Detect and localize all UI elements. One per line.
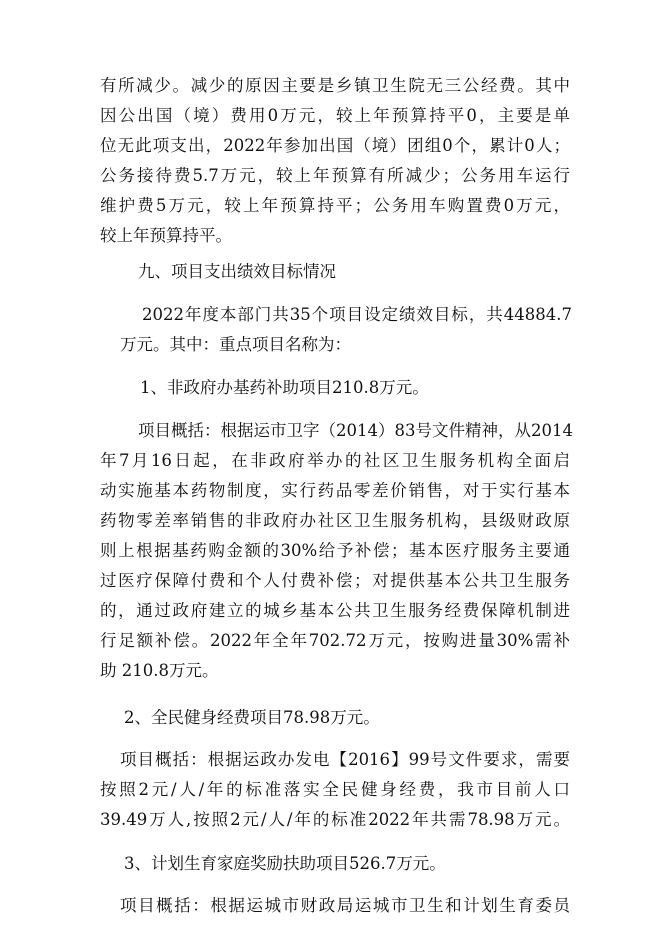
item-2-line-3: 39.49万人,按照2元/人/年的标准2022年共需78.98万元。 xyxy=(100,810,570,829)
paragraph-1-line-4: 公务接待费5.7万元，较上年预算有所减少；公务用车运行 xyxy=(100,166,570,185)
paragraph-1-line-2: 因公出国（境）费用0万元，较上年预算持平0，主要是单 xyxy=(100,106,570,125)
section-heading: 九、项目支出绩效目标情况 xyxy=(138,262,336,281)
item-2-line-1: 项目概括：根据运政办发电【2016】99号文件要求，需要 xyxy=(120,750,570,769)
paragraph-1-line-6: 较上年预算持平。 xyxy=(100,226,232,245)
item-1-line-9: 助 210.8万元。 xyxy=(100,661,219,680)
item-2-line-2: 按照2元/人/年的标准落实全民健身经费，我市目前人口 xyxy=(100,780,570,799)
item-1-line-3: 动实施基本药物制度，实行药品零差价销售，对于实行基本 xyxy=(100,481,570,500)
paragraph-1-line-5: 维护费5万元，较上年预算持平；公务用车购置费0万元， xyxy=(100,196,570,215)
item-1-line-5: 则上根据基药购金额的30%给予补偿；基本医疗服务主要通 xyxy=(100,541,570,560)
item-1-line-2: 年7月16日起，在非政府举办的社区卫生服务机构全面启 xyxy=(100,451,570,470)
intro-line-1: 2022年度本部门共35个项目设定绩效目标，共44884.7 xyxy=(142,305,572,324)
item-1-line-1: 项目概括：根据运市卫字（2014）83号文件精神，从2014 xyxy=(138,421,573,440)
item-2-title: 2、全民健身经费项目78.98万元。 xyxy=(124,708,380,727)
paragraph-1-line-3: 位无此项支出，2022年参加出国（境）团组0个，累计0人； xyxy=(100,136,570,155)
item-1-line-6: 过医疗保障付费和个人付费补偿；对提供基本公共卫生服务 xyxy=(100,571,570,590)
intro-line-2: 万元。其中：重点项目名称为： xyxy=(120,335,351,354)
item-3-line-1: 项目概括：根据运城市财政局运城市卫生和计划生育委员 xyxy=(120,896,570,915)
item-1-line-7: 的，通过政府建立的城乡基本公共卫生服务经费保障机制进 xyxy=(100,601,570,620)
item-1-line-4: 药物零差率销售的非政府办社区卫生服务机构，县级财政原 xyxy=(100,511,570,530)
item-1-title: 1、非政府办基药补助项目210.8万元。 xyxy=(140,378,429,397)
item-1-line-8: 行足额补偿。2022年全年702.72万元，按购进量30%需补 xyxy=(100,631,570,650)
item-3-title: 3、计划生育家庭奖励扶助项目526.7万元。 xyxy=(124,854,446,873)
paragraph-1-line-1: 有所减少。减少的原因主要是乡镇卫生院无三公经费。其中 xyxy=(100,76,570,95)
